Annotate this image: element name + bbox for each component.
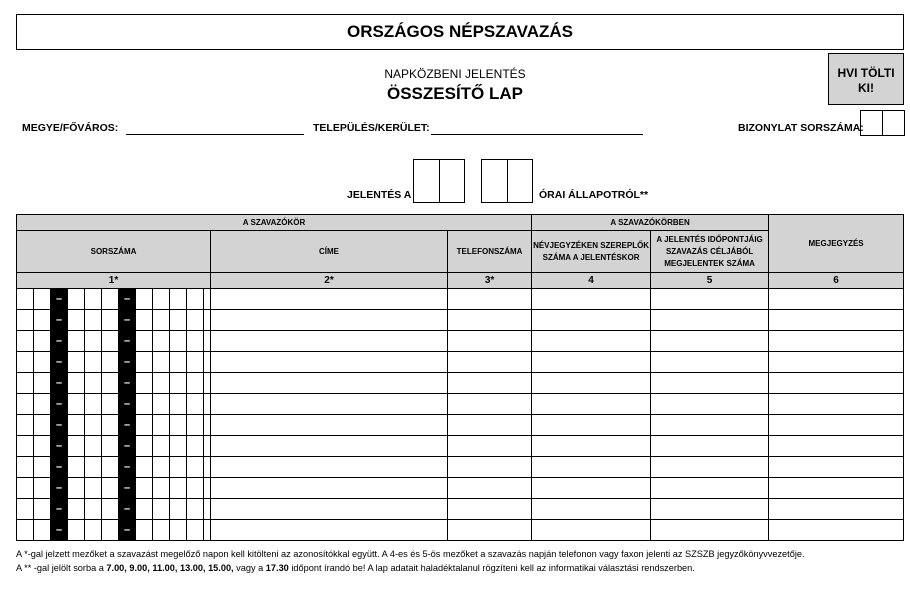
number-digit-cell[interactable] <box>85 352 102 373</box>
number-digit-cell[interactable] <box>34 520 51 541</box>
number-digit-cell[interactable] <box>68 373 85 394</box>
number-digit-cell[interactable] <box>34 394 51 415</box>
notes-cell[interactable] <box>769 436 904 457</box>
number-separator-cell: – <box>51 289 68 310</box>
number-digit-cell[interactable] <box>170 520 187 541</box>
number-separator-cell: – <box>119 394 136 415</box>
address-cell[interactable] <box>211 457 448 478</box>
number-digit-cell[interactable] <box>68 457 85 478</box>
number-digit-cell[interactable] <box>17 457 34 478</box>
number-digit-cell[interactable] <box>34 478 51 499</box>
number-digit-cell[interactable] <box>170 289 187 310</box>
phone-cell[interactable] <box>448 457 532 478</box>
appeared-cell[interactable] <box>651 436 769 457</box>
number-digit-cell[interactable] <box>68 520 85 541</box>
phone-cell[interactable] <box>448 352 532 373</box>
number-digit-cell[interactable] <box>85 436 102 457</box>
number-digit-cell[interactable] <box>102 457 119 478</box>
phone-cell[interactable] <box>448 499 532 520</box>
number-separator-cell: – <box>119 310 136 331</box>
appeared-cell[interactable] <box>651 415 769 436</box>
report-main-title: ÖSSZESÍTŐ LAP <box>386 84 524 103</box>
table-row <box>17 352 904 373</box>
number-digit-cell[interactable] <box>187 289 204 310</box>
number-digit-cell[interactable] <box>136 499 153 520</box>
col-notes-header: MEGJEGYZÉS <box>769 215 904 273</box>
number-digit-cell[interactable] <box>170 457 187 478</box>
number-digit-cell[interactable] <box>153 520 170 541</box>
number-digit-cell[interactable] <box>17 394 34 415</box>
col-number-header: SORSZÁMA <box>17 231 211 273</box>
number-digit-cell[interactable] <box>85 394 102 415</box>
number-digit-cell[interactable] <box>204 415 211 436</box>
address-cell[interactable] <box>211 331 448 352</box>
number-separator-cell: – <box>51 457 68 478</box>
number-separator-cell: – <box>119 478 136 499</box>
notes-cell[interactable] <box>769 352 904 373</box>
number-digit-cell[interactable] <box>187 331 204 352</box>
number-digit-cell[interactable] <box>17 415 34 436</box>
footnote-line2-mid: vagy a <box>233 563 266 573</box>
table-row <box>17 415 904 436</box>
number-digit-cell[interactable] <box>153 394 170 415</box>
number-digit-cell[interactable] <box>17 373 34 394</box>
footnote-line2 <box>16 563 695 573</box>
number-digit-cell[interactable] <box>204 394 211 415</box>
number-digit-cell[interactable] <box>68 478 85 499</box>
registered-cell[interactable] <box>532 478 651 499</box>
number-digit-cell[interactable] <box>85 478 102 499</box>
col-registered-index: 4 <box>532 273 651 289</box>
number-digit-cell[interactable] <box>153 373 170 394</box>
number-digit-cell[interactable] <box>34 415 51 436</box>
number-digit-cell[interactable] <box>34 352 51 373</box>
number-digit-cell[interactable] <box>187 394 204 415</box>
notes-cell[interactable] <box>769 373 904 394</box>
number-digit-cell[interactable] <box>85 331 102 352</box>
number-digit-cell[interactable] <box>136 457 153 478</box>
table-row <box>17 373 904 394</box>
phone-cell[interactable] <box>448 520 532 541</box>
footnote-times: 7.00, 9.00, 11.00, 13.00, 15.00, <box>106 563 234 573</box>
report-suffix-label: ÓRAI ÁLLAPOTRÓL** <box>539 189 649 201</box>
number-digit-cell[interactable] <box>17 436 34 457</box>
footnote-line1: A *-gal jelzett mezőket a szavazást megelőző napon kell kitölteni az azonosítókkal együtt. A 4-es és 5-ös mezőket a szavazás napján telefonon vagy faxon jelenti az SZSZB jegyzőkönyvvezetője. <box>16 549 805 559</box>
number-digit-cell[interactable] <box>187 352 204 373</box>
col-address-header: CÍME <box>211 231 448 273</box>
number-digit-cell[interactable] <box>85 310 102 331</box>
number-separator-cell: – <box>51 436 68 457</box>
phone-cell[interactable] <box>448 415 532 436</box>
number-separator-cell: – <box>51 373 68 394</box>
number-separator-cell: – <box>51 499 68 520</box>
number-digit-cell[interactable] <box>136 436 153 457</box>
number-digit-cell[interactable] <box>170 352 187 373</box>
number-digit-cell[interactable] <box>68 310 85 331</box>
notes-cell[interactable] <box>769 499 904 520</box>
number-digit-cell[interactable] <box>34 457 51 478</box>
registered-cell[interactable] <box>532 436 651 457</box>
report-prefix-label: JELENTÉS A <box>347 189 412 201</box>
number-digit-cell[interactable] <box>170 499 187 520</box>
number-digit-cell[interactable] <box>102 520 119 541</box>
number-separator-cell: – <box>119 331 136 352</box>
appeared-cell[interactable] <box>651 478 769 499</box>
notes-cell[interactable] <box>769 394 904 415</box>
address-cell[interactable] <box>211 499 448 520</box>
number-digit-cell[interactable] <box>102 289 119 310</box>
document-number-digit-2[interactable] <box>882 110 905 136</box>
phone-cell[interactable] <box>448 331 532 352</box>
col-appeared-header: A JELENTÉS IDŐPONTJÁIG SZAVAZÁS CÉLJÁBÓL MEGJELENTEK SZÁMA <box>651 231 769 273</box>
notes-cell[interactable] <box>769 520 904 541</box>
number-digit-cell[interactable] <box>17 331 34 352</box>
group-in-station-header: A SZAVAZÓKÖRBEN <box>532 215 769 231</box>
number-digit-cell[interactable] <box>153 415 170 436</box>
number-digit-cell[interactable] <box>68 289 85 310</box>
number-digit-cell[interactable] <box>204 310 211 331</box>
address-cell[interactable] <box>211 415 448 436</box>
number-digit-cell[interactable] <box>187 520 204 541</box>
report-minute-digit-1[interactable] <box>481 159 508 203</box>
document-number-label: BIZONYLAT SORSZÁMA: <box>738 122 864 134</box>
number-digit-cell[interactable] <box>136 289 153 310</box>
address-cell[interactable] <box>211 289 448 310</box>
number-digit-cell[interactable] <box>17 289 34 310</box>
number-digit-cell[interactable] <box>153 457 170 478</box>
number-digit-cell[interactable] <box>17 310 34 331</box>
number-digit-cell[interactable] <box>136 373 153 394</box>
number-digit-cell[interactable] <box>204 373 211 394</box>
number-digit-cell[interactable] <box>17 520 34 541</box>
registered-cell[interactable] <box>532 289 651 310</box>
number-separator-cell: – <box>119 436 136 457</box>
number-digit-cell[interactable] <box>153 478 170 499</box>
number-digit-cell[interactable] <box>102 310 119 331</box>
number-separator-cell: – <box>51 352 68 373</box>
number-digit-cell[interactable] <box>17 352 34 373</box>
page-title: ORSZÁGOS NÉPSZAVAZÁS <box>16 14 904 50</box>
table-row <box>17 478 904 499</box>
summary-table <box>16 214 904 541</box>
address-cell[interactable] <box>211 520 448 541</box>
registered-cell[interactable] <box>532 457 651 478</box>
table-row <box>17 310 904 331</box>
number-digit-cell[interactable] <box>102 373 119 394</box>
number-digit-cell[interactable] <box>102 331 119 352</box>
number-digit-cell[interactable] <box>204 289 211 310</box>
number-digit-cell[interactable] <box>204 331 211 352</box>
number-separator-cell: – <box>51 478 68 499</box>
number-digit-cell[interactable] <box>85 289 102 310</box>
address-cell[interactable] <box>211 373 448 394</box>
table-row <box>17 499 904 520</box>
registered-cell[interactable] <box>532 352 651 373</box>
number-digit-cell[interactable] <box>34 310 51 331</box>
number-digit-cell[interactable] <box>102 499 119 520</box>
number-digit-cell[interactable] <box>170 310 187 331</box>
number-digit-cell[interactable] <box>136 520 153 541</box>
number-separator-cell: – <box>51 310 68 331</box>
number-digit-cell[interactable] <box>204 436 211 457</box>
address-cell[interactable] <box>211 310 448 331</box>
footnote-line2-end: időpont írandó be! A lap adatait haladéktalanul rögzíteni kell az informatikai választási rendszerben. <box>288 563 695 573</box>
number-digit-cell[interactable] <box>204 457 211 478</box>
number-separator-cell: – <box>119 499 136 520</box>
number-digit-cell[interactable] <box>68 394 85 415</box>
number-digit-cell[interactable] <box>170 394 187 415</box>
col-registered-header: NÉVJEGYZÉKEN SZEREPLŐK SZÁMA A JELENTÉSKOR <box>532 231 651 273</box>
table-row <box>17 436 904 457</box>
footnote-last-time: 17.30 <box>265 563 289 573</box>
number-digit-cell[interactable] <box>136 310 153 331</box>
number-digit-cell[interactable] <box>136 478 153 499</box>
col-address-index: 2* <box>211 273 448 289</box>
col-number-index: 1* <box>17 273 211 289</box>
table-row <box>17 520 904 541</box>
number-digit-cell[interactable] <box>153 289 170 310</box>
number-digit-cell[interactable] <box>34 436 51 457</box>
number-digit-cell[interactable] <box>170 373 187 394</box>
col-phone-header: TELEFONSZÁMA <box>448 231 532 273</box>
number-digit-cell[interactable] <box>187 478 204 499</box>
registered-cell[interactable] <box>532 520 651 541</box>
notes-cell[interactable] <box>769 289 904 310</box>
number-digit-cell[interactable] <box>85 373 102 394</box>
address-cell[interactable] <box>211 394 448 415</box>
report-hour-digit-2[interactable] <box>439 159 465 203</box>
table-row <box>17 289 904 310</box>
number-digit-cell[interactable] <box>204 499 211 520</box>
footnote-line2-start: A ** -gal jelölt sorba a <box>16 563 107 573</box>
appeared-cell[interactable] <box>651 310 769 331</box>
table-row <box>17 331 904 352</box>
number-digit-cell[interactable] <box>17 499 34 520</box>
county-label: MEGYE/FŐVÁROS: <box>22 122 119 134</box>
group-polling-station-header: A SZAVAZÓKÖR <box>17 215 532 231</box>
number-digit-cell[interactable] <box>68 499 85 520</box>
number-digit-cell[interactable] <box>136 352 153 373</box>
registered-cell[interactable] <box>532 394 651 415</box>
notes-cell[interactable] <box>769 457 904 478</box>
appeared-cell[interactable] <box>651 352 769 373</box>
registered-cell[interactable] <box>532 415 651 436</box>
registered-cell[interactable] <box>532 499 651 520</box>
number-digit-cell[interactable] <box>102 352 119 373</box>
report-minute-digit-2[interactable] <box>507 159 533 203</box>
number-digit-cell[interactable] <box>153 331 170 352</box>
number-digit-cell[interactable] <box>68 331 85 352</box>
number-digit-cell[interactable] <box>85 499 102 520</box>
number-digit-cell[interactable] <box>68 436 85 457</box>
number-digit-cell[interactable] <box>170 478 187 499</box>
report-subtitle: NAPKÖZBENI JELENTÉS <box>384 67 526 81</box>
number-digit-cell[interactable] <box>68 415 85 436</box>
document-number-digit-1[interactable] <box>860 110 883 136</box>
number-separator-cell: – <box>119 373 136 394</box>
appeared-cell[interactable] <box>651 499 769 520</box>
number-separator-cell: – <box>51 520 68 541</box>
registered-cell[interactable] <box>532 373 651 394</box>
number-digit-cell[interactable] <box>136 394 153 415</box>
appeared-cell[interactable] <box>651 289 769 310</box>
appeared-cell[interactable] <box>651 331 769 352</box>
table-row <box>17 394 904 415</box>
settlement-label: TELEPÜLÉS/KERÜLET: <box>313 122 430 134</box>
notes-cell[interactable] <box>769 310 904 331</box>
hvi-note-line2: KI! <box>858 81 874 95</box>
phone-cell[interactable] <box>448 478 532 499</box>
number-separator-cell: – <box>51 331 68 352</box>
county-field[interactable] <box>126 134 304 135</box>
number-digit-cell[interactable] <box>204 520 211 541</box>
number-digit-cell[interactable] <box>34 289 51 310</box>
number-digit-cell[interactable] <box>34 499 51 520</box>
number-separator-cell: – <box>119 289 136 310</box>
number-digit-cell[interactable] <box>85 415 102 436</box>
settlement-field[interactable] <box>431 134 643 135</box>
number-digit-cell[interactable] <box>136 415 153 436</box>
phone-cell[interactable] <box>448 436 532 457</box>
number-digit-cell[interactable] <box>187 310 204 331</box>
number-digit-cell[interactable] <box>136 331 153 352</box>
number-digit-cell[interactable] <box>102 394 119 415</box>
number-digit-cell[interactable] <box>85 457 102 478</box>
number-digit-cell[interactable] <box>102 436 119 457</box>
number-digit-cell[interactable] <box>170 415 187 436</box>
number-separator-cell: – <box>119 520 136 541</box>
appeared-cell[interactable] <box>651 457 769 478</box>
registered-cell[interactable] <box>532 310 651 331</box>
number-separator-cell: – <box>51 394 68 415</box>
number-digit-cell[interactable] <box>34 373 51 394</box>
notes-cell[interactable] <box>769 415 904 436</box>
number-digit-cell[interactable] <box>153 352 170 373</box>
notes-cell[interactable] <box>769 331 904 352</box>
number-digit-cell[interactable] <box>34 331 51 352</box>
number-separator-cell: – <box>51 415 68 436</box>
col-phone-index: 3* <box>448 273 532 289</box>
number-digit-cell[interactable] <box>68 352 85 373</box>
number-digit-cell[interactable] <box>102 478 119 499</box>
address-cell[interactable] <box>211 478 448 499</box>
table-row <box>17 457 904 478</box>
number-digit-cell[interactable] <box>170 436 187 457</box>
col-notes-index: 6 <box>769 273 904 289</box>
appeared-cell[interactable] <box>651 373 769 394</box>
number-digit-cell[interactable] <box>187 457 204 478</box>
number-digit-cell[interactable] <box>187 436 204 457</box>
number-digit-cell[interactable] <box>153 310 170 331</box>
number-separator-cell: – <box>119 457 136 478</box>
report-hour-digit-1[interactable] <box>413 159 440 203</box>
number-digit-cell[interactable] <box>153 436 170 457</box>
number-digit-cell[interactable] <box>187 499 204 520</box>
number-digit-cell[interactable] <box>17 478 34 499</box>
phone-cell[interactable] <box>448 373 532 394</box>
number-digit-cell[interactable] <box>85 520 102 541</box>
number-digit-cell[interactable] <box>187 373 204 394</box>
number-digit-cell[interactable] <box>204 352 211 373</box>
notes-cell[interactable] <box>769 478 904 499</box>
number-digit-cell[interactable] <box>102 415 119 436</box>
address-cell[interactable] <box>211 352 448 373</box>
phone-cell[interactable] <box>448 394 532 415</box>
col-appeared-index: 5 <box>651 273 769 289</box>
appeared-cell[interactable] <box>651 394 769 415</box>
appeared-cell[interactable] <box>651 520 769 541</box>
number-digit-cell[interactable] <box>204 478 211 499</box>
registered-cell[interactable] <box>532 331 651 352</box>
number-digit-cell[interactable] <box>170 331 187 352</box>
hvi-note-line1: HVI TÖLTI <box>837 66 895 80</box>
phone-cell[interactable] <box>448 310 532 331</box>
number-digit-cell[interactable] <box>153 499 170 520</box>
number-separator-cell: – <box>119 415 136 436</box>
address-cell[interactable] <box>211 436 448 457</box>
number-digit-cell[interactable] <box>187 415 204 436</box>
phone-cell[interactable] <box>448 289 532 310</box>
number-separator-cell: – <box>119 352 136 373</box>
